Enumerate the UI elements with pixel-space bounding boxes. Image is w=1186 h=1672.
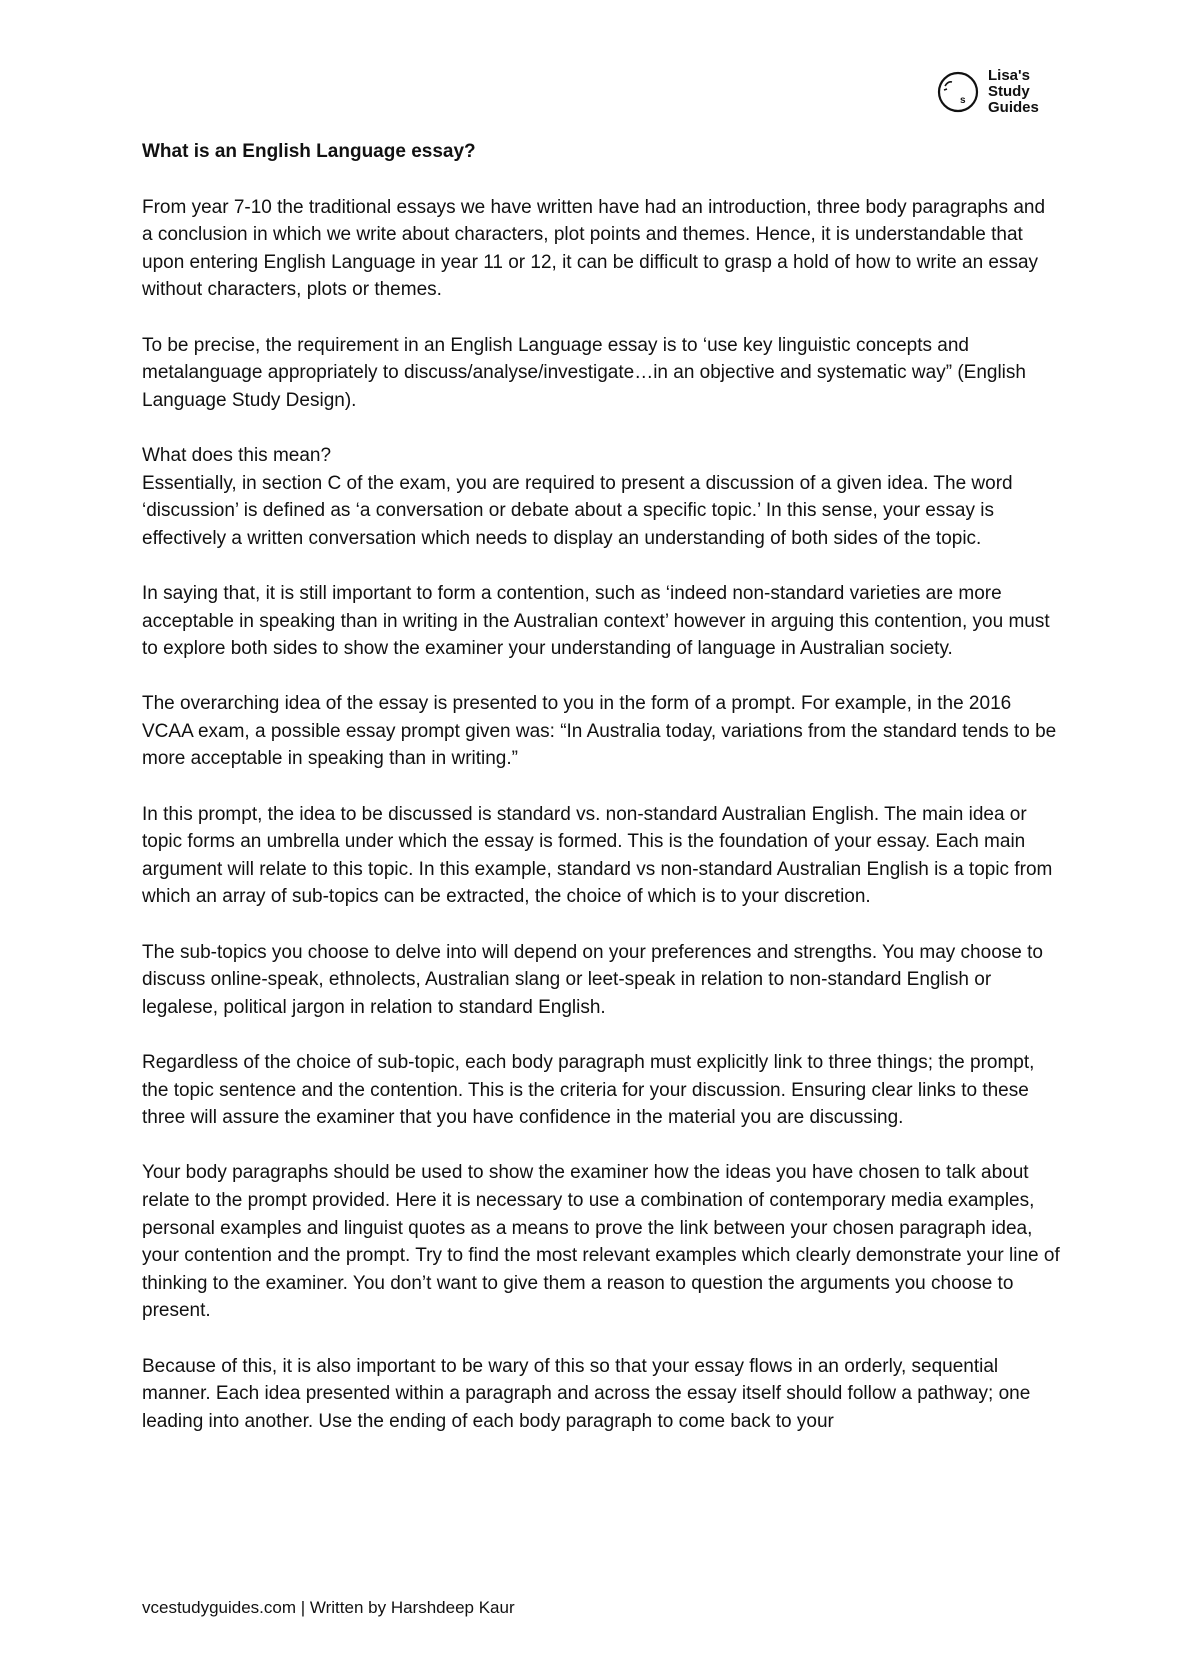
paragraph-1: From year 7-10 the traditional essays we have written have had an introduction, three body paragraphs and a conclusion in which we write about characters, plot points and themes. Hence, it is understandable that upon entering English Language in year 11 or 12, it can be difficult to grasp a hold of how to write an essay without characters, plots or themes. [142,196,1046,301]
document-body [142,138,1060,1463]
page-footer: vcestudyguides.com | Written by Harshdeep Kaur [142,1598,515,1617]
paragraph-10: Because of this, it is also important to be wary of this so that your essay flows in an orderly, sequential manner. Each idea presented within a paragraph and across the essay itself should follow a pathway; one leading into another. Use the ending of each body paragraph to come back to your [142,1355,1031,1432]
logo-wordmark [988,68,1039,116]
paragraph-4: In saying that, it is still important to form a contention, such as ‘indeed non-standard varieties are more acceptable in speaking than in writing in the Australian context’ however in arguing this contention, you must to explore both sides to show the examiner your understanding of language in Australian society. [142,582,1050,660]
paragraph-6: In this prompt, the idea to be discussed is standard vs. non-standard Australian English. The main idea or topic forms an umbrella under which the essay is formed. This is the foundation of your essay. Each main argument will relate to this topic. In this example, standard vs non-standard Australian English is a topic from which an array of sub-topics can be extracted, the choice of which is to your discretion. [142,803,1053,908]
logo-line-2: Study [988,83,1030,100]
logo-mark-letter: s [960,95,966,106]
brand-logo [936,68,1039,116]
paragraph-8: Regardless of the choice of sub-topic, each body paragraph must explicitly link to three things; the prompt, the topic sentence and the contention. This is the criteria for your discussion. Ensuring clear links to these three will assure the examiner that you have confidence in the material you are discussing. [142,1052,1035,1129]
paragraph-9: Your body paragraphs should be used to show the examiner how the ideas you have chosen to talk about relate to the prompt provided. Here it is necessary to use a combination of contemporary media examples, personal examples and linguist quotes as a means to prove the link between your chosen paragraph idea, your contention and the prompt. Try to find the most relevant examples which clearly demonstrate your line of thinking to the examiner. You don’t want to give them a reason to question the arguments you choose to present. [142,1162,1060,1322]
logo-circle-icon [936,70,980,114]
paragraph-3: Essentially, in section C of the exam, you are required to present a discussion of a given idea. The word ‘discussion’ is defined as ‘a conversation or debate about a specific topic.’ In this sense, your essay is effectively a written conversation which needs to display an understanding of both sides of the topic. [142,472,1013,549]
paragraph-7: The sub-topics you choose to delve into will depend on your preferences and strengths. You may choose to discuss online-speak, ethnolects, Australian slang or leet-speak in relation to non-standard English or legalese, political jargon in relation to standard English. [142,941,1043,1018]
subheading-question: What does this mean? [142,444,332,466]
document-heading: What is an English Language essay? [142,141,476,162]
logo-line-1: Lisa's [988,67,1030,84]
paragraph-2: To be precise, the requirement in an English Language essay is to ‘use key linguistic concepts and metalanguage appropriately to discuss/analyse/investigate…in an objective and systematic way” (English Language Study Design). [142,334,1026,411]
paragraph-5: The overarching idea of the essay is presented to you in the form of a prompt. For example, in the 2016 VCAA exam, a possible essay prompt given was: “In Australia today, variations from the standard tends to be more acceptable in speaking than in writing.” [142,693,1057,770]
logo-line-3: Guides [988,99,1039,116]
